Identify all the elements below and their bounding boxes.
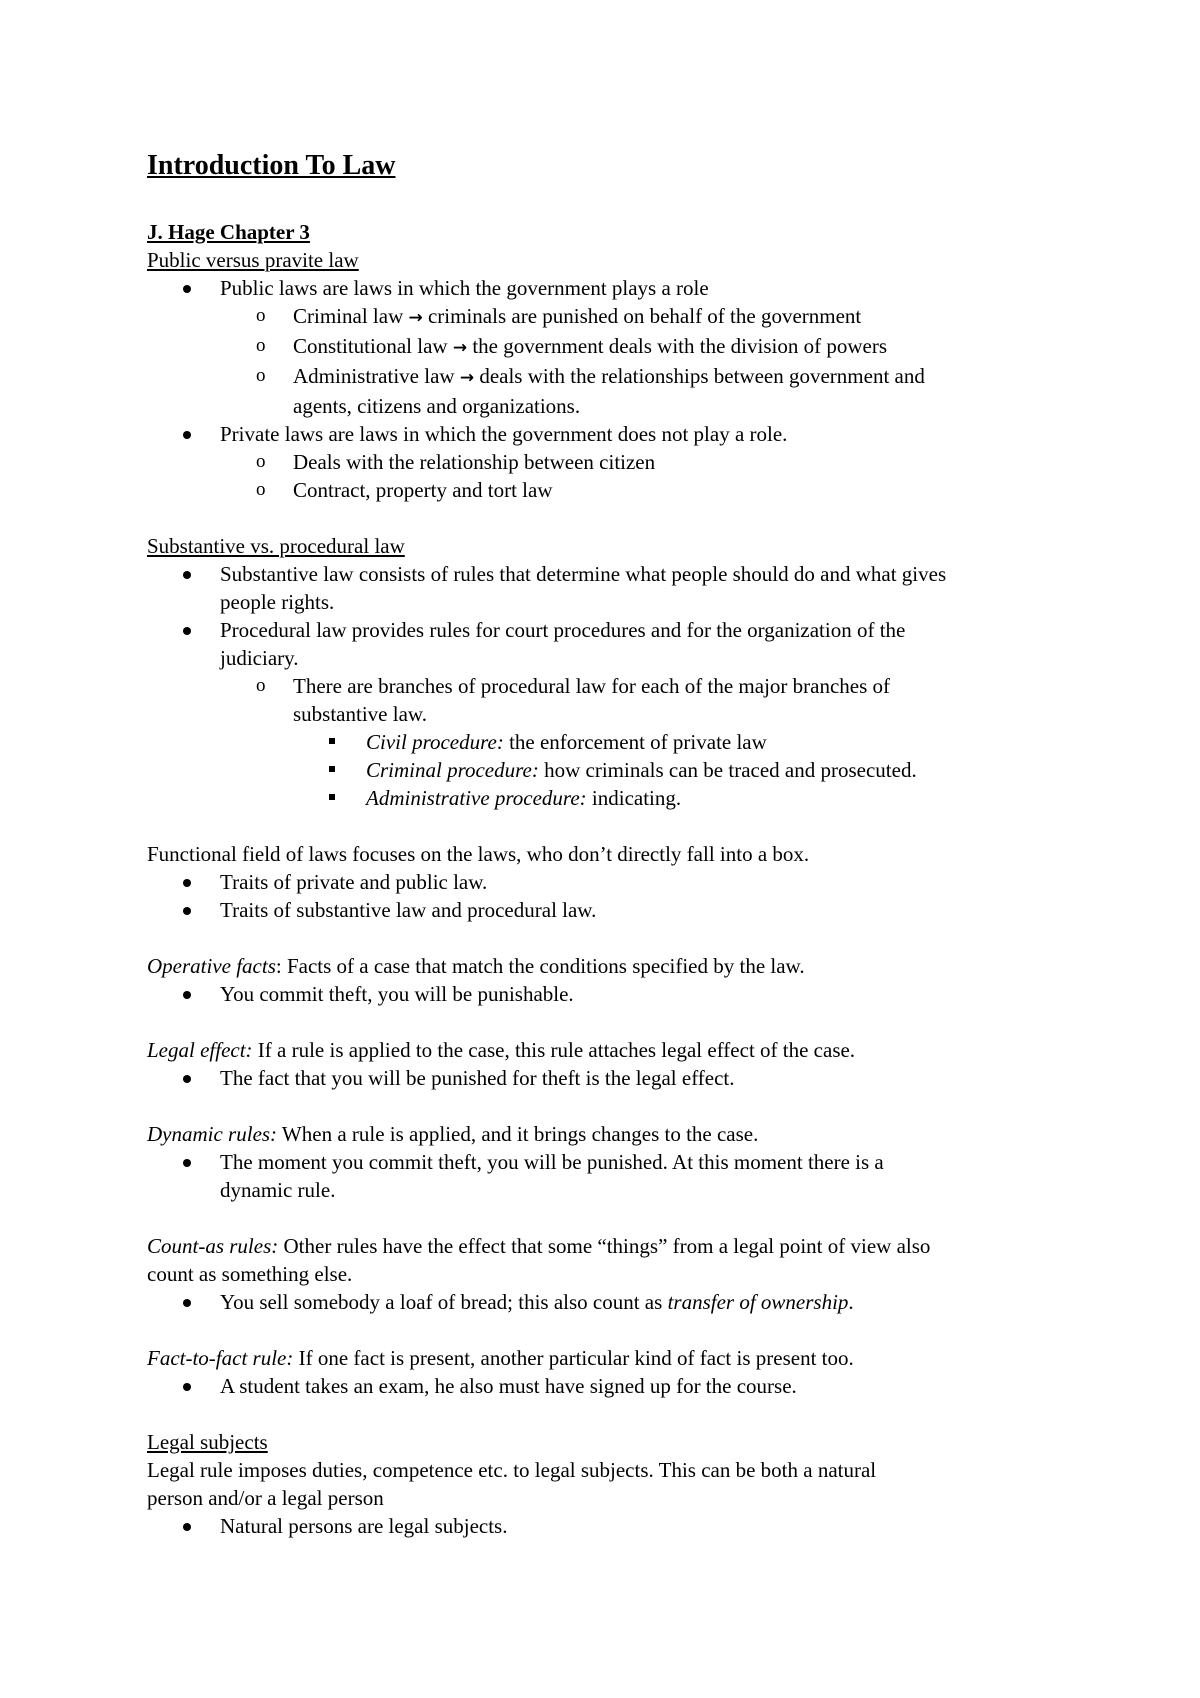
- list-item: o Contract, property and tort law: [256, 478, 553, 502]
- chapter-heading: J. Hage Chapter 3: [147, 220, 310, 244]
- square-bullet-icon: [329, 738, 335, 744]
- paragraph-functional: Functional field of laws focuses on the laws, who don’t directly fall into a box.: [147, 842, 810, 866]
- bullet-icon: [183, 879, 191, 887]
- list-item: The fact that you will be punished for theft is the legal effect.: [147, 1064, 1097, 1092]
- definition-legal-effect: Legal effect: If a rule is applied to the case, this rule attaches legal effect of the case.: [147, 1038, 856, 1062]
- list-item: Procedural law provides rules for court procedures and for the organization of the: [147, 616, 1097, 644]
- arrow-right-icon: →: [459, 368, 475, 388]
- list-item: Public laws are laws in which the government plays a role: [147, 274, 1097, 302]
- bullet-icon: [183, 991, 191, 999]
- list-item-continuation: dynamic rule.: [220, 1178, 336, 1202]
- definition-operative-facts: Operative facts: Facts of a case that match the conditions specified by the law.: [147, 954, 805, 978]
- document-page: [147, 140, 1097, 1540]
- definition-count-as-rules: Count-as rules: Other rules have the effect that some “things” from a legal point of view also: [147, 1234, 931, 1258]
- list-item: o Administrative law → deals with the relationships between government and: [256, 364, 925, 388]
- list-item: o Deals with the relationship between citizen: [256, 450, 656, 474]
- arrow-right-icon: →: [408, 308, 423, 328]
- definition-dynamic-rules: Dynamic rules: When a rule is applied, and it brings changes to the case.: [147, 1122, 759, 1146]
- term: Dynamic rules:: [147, 1122, 278, 1146]
- list-item: You commit theft, you will be punishable.: [147, 980, 1097, 1008]
- section-heading-substantive-procedural: Substantive vs. procedural law: [147, 534, 405, 558]
- bullet-icon: [183, 627, 191, 635]
- list-item-continuation: substantive law.: [293, 702, 427, 726]
- list-item: Natural persons are legal subjects.: [147, 1512, 1097, 1540]
- bullet-icon: [183, 571, 191, 579]
- list-item-continuation: judiciary.: [220, 646, 299, 670]
- bullet-icon: [183, 1299, 191, 1307]
- circle-bullet-icon: o: [256, 479, 266, 500]
- bullet-icon: [183, 431, 191, 439]
- page-title: Introduction To Law: [147, 150, 396, 181]
- list-item-continuation: people rights.: [220, 590, 335, 614]
- bullet-icon: [183, 1159, 191, 1167]
- bullet-icon: [183, 1075, 191, 1083]
- arrow-right-icon: →: [452, 338, 468, 358]
- section-heading-public-private: Public versus pravite law: [147, 248, 359, 272]
- bullet-icon: [183, 907, 191, 915]
- square-bullet-icon: [329, 794, 335, 800]
- square-bullet-icon: [329, 766, 335, 772]
- circle-bullet-icon: o: [256, 335, 266, 356]
- bullet-icon: [183, 285, 191, 293]
- definition-continuation: count as something else.: [147, 1262, 353, 1286]
- list-item: You sell somebody a loaf of bread; this also count as transfer of ownership.: [147, 1288, 1097, 1316]
- list-item: o Criminal law → criminals are punished on behalf of the government: [256, 304, 862, 328]
- list-item-continuation: agents, citizens and organizations.: [293, 394, 581, 418]
- circle-bullet-icon: o: [256, 675, 266, 696]
- bullet-icon: [183, 1383, 191, 1391]
- list-item: Criminal procedure: how criminals can be traced and prosecuted.: [147, 756, 1097, 784]
- circle-bullet-icon: o: [256, 305, 266, 326]
- list-item: Administrative procedure: indicating.: [147, 784, 1097, 812]
- term: Legal effect:: [147, 1038, 253, 1062]
- list-item: The moment you commit theft, you will be punished. At this moment there is a: [147, 1148, 1097, 1176]
- list-item: Traits of private and public law.: [147, 868, 1097, 896]
- list-item: o There are branches of procedural law for each of the major branches of: [256, 674, 891, 698]
- list-item: o Constitutional law → the government deals with the division of powers: [256, 334, 887, 358]
- term: Fact-to-fact rule:: [147, 1346, 294, 1370]
- definition-fact-to-fact: Fact-to-fact rule: If one fact is present, another particular kind of fact is present too.: [147, 1346, 854, 1370]
- term: Operative facts: [147, 954, 276, 978]
- circle-bullet-icon: o: [256, 365, 266, 386]
- list-item: Civil procedure: the enforcement of private law: [147, 728, 1097, 756]
- paragraph-legal-subjects: Legal rule imposes duties, competence etc. to legal subjects. This can be both a natural: [147, 1458, 877, 1482]
- term: Count-as rules:: [147, 1234, 279, 1258]
- list-item: A student takes an exam, he also must have signed up for the course.: [147, 1372, 1097, 1400]
- section-heading-legal-subjects: Legal subjects: [147, 1430, 268, 1454]
- list-item: Substantive law consists of rules that determine what people should do and what gives: [147, 560, 1097, 588]
- circle-bullet-icon: o: [256, 451, 266, 472]
- list-item: Traits of substantive law and procedural law.: [147, 896, 1097, 924]
- paragraph-legal-subjects-continuation: person and/or a legal person: [147, 1486, 384, 1510]
- list-item: Private laws are laws in which the government does not play a role.: [147, 420, 1097, 448]
- bullet-icon: [183, 1523, 191, 1531]
